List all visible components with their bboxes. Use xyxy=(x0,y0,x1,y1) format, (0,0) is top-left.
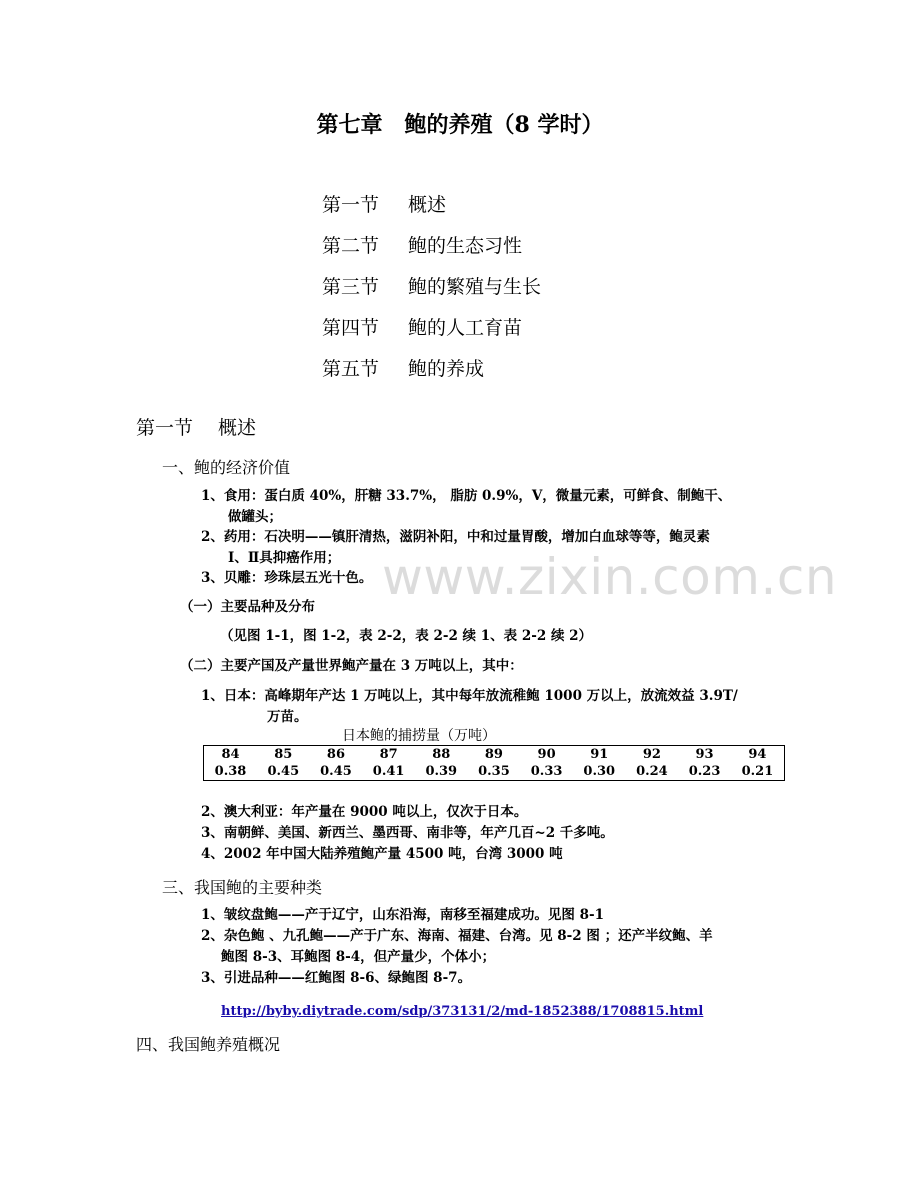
list-item xyxy=(201,926,801,968)
list-item-line: 万苗。 xyxy=(267,709,308,725)
table-cell: 0.23 xyxy=(688,764,721,779)
table-cell: 88 xyxy=(432,747,451,762)
toc-item-label: 鲍的繁殖与生长 xyxy=(408,276,542,298)
table-cell: 0.39 xyxy=(425,764,458,779)
section-number: 第一节 xyxy=(136,417,194,439)
table-cell: 86 xyxy=(326,747,346,762)
catch-table xyxy=(203,745,785,781)
toc-item-label: 概述 xyxy=(408,194,447,216)
reference-link[interactable]: http://byby.diytrade.com/sdp/373131/2/md-1852388/1708815.html xyxy=(221,1004,704,1019)
list-item-line: 3、引进品种——红鲍图 8-6、绿鲍图 8-7。 xyxy=(201,970,472,986)
list-item-line: Ⅰ、Ⅱ具抑癌作用； xyxy=(228,550,341,566)
list-item xyxy=(201,686,801,728)
toc-item-label: 鲍的人工育苗 xyxy=(408,317,523,339)
toc-item xyxy=(322,313,522,340)
toc-item xyxy=(322,354,484,381)
table-cell: 85 xyxy=(274,747,293,762)
list-item xyxy=(201,968,801,989)
list-item xyxy=(201,568,801,589)
table-cell: 0.33 xyxy=(530,764,563,779)
toc-item-number: 第五节 xyxy=(322,358,380,380)
table-cell: 91 xyxy=(590,747,609,762)
table-cell: 84 xyxy=(221,747,240,762)
list-item-line: 3、贝雕：珍珠层五光十色。 xyxy=(201,570,373,586)
subheading-species: （一）主要品种及分布 xyxy=(180,599,315,615)
toc-item-number: 第四节 xyxy=(322,317,380,339)
toc-item xyxy=(322,231,522,258)
list-item xyxy=(201,486,801,528)
list-item-line: 2、杂色鲍 、九孔鲍——产于广东、海南、福建、台湾。见 8-2 图 ；还产半纹鲍、羊 xyxy=(201,928,713,944)
table-cell: 0.45 xyxy=(320,764,352,779)
toc-item-number: 第一节 xyxy=(322,194,380,216)
watermark-text: www.zixin.com.cn xyxy=(382,548,838,606)
toc-item-number: 第二节 xyxy=(322,235,380,257)
table-cell: 0.21 xyxy=(741,764,774,779)
table-cell: 90 xyxy=(537,747,556,762)
table-cell: 93 xyxy=(695,747,714,762)
toc-item-label: 鲍的养成 xyxy=(408,358,485,380)
toc-item xyxy=(322,190,446,217)
list-item-line: 鲍图 8-3、耳鲍图 8-4，但产量少，个体小； xyxy=(221,949,496,965)
subheading-production: （二）主要产国及产量世界鲍产量在 3 万吨以上，其中： xyxy=(180,658,523,674)
heading-economic-value: 一、鲍的经济价值 xyxy=(162,458,291,477)
table-cell: 92 xyxy=(642,747,661,762)
table-row-values xyxy=(204,763,785,781)
heading-main-species: 三、我国鲍的主要种类 xyxy=(162,878,323,897)
section-label: 概述 xyxy=(218,417,257,439)
toc-item xyxy=(322,272,541,299)
section-heading xyxy=(136,413,256,440)
chapter-title: 第七章 鲍的养殖（8 学时） xyxy=(316,112,604,138)
table-cell: 94 xyxy=(748,747,767,762)
list-item xyxy=(201,527,801,569)
figure-reference-note: （见图 1-1，图 1-2，表 2-2，表 2-2 续 1、表 2-2 续 2） xyxy=(220,628,593,644)
table-cell: 89 xyxy=(484,747,503,762)
list-item-line: 1、日本：高峰期年产达 1 万吨以上，其中每年放流稚鲍 1000 万以上，放流效益 3.9T/ xyxy=(201,688,738,704)
list-item: 3、南朝鲜、美国、新西兰、墨西哥、南非等，年产几百~2 千多吨。 xyxy=(201,825,614,841)
toc-item-label: 鲍的生态习性 xyxy=(408,235,523,257)
list-item xyxy=(201,905,801,926)
list-item-line: 2、药用：石决明——镇肝清热，滋阴补阳，中和过量胃酸，增加白血球等等，鲍灵素 xyxy=(201,529,710,545)
heading-overview: 四、我国鲍养殖概况 xyxy=(136,1035,281,1054)
list-item-line: 1、皱纹盘鲍——产于辽宁，山东沿海，南移至福建成功。见图 8-1 xyxy=(201,907,604,923)
list-item-line: 做罐头； xyxy=(228,509,282,525)
list-item-line: 1、食用：蛋白质 40%，肝糖 33.7%， 脂肪 0.9%，V，微量元素，可鲜食、制鲍干、 xyxy=(201,488,732,504)
table-cell: 87 xyxy=(379,747,398,762)
list-item: 4、2002 年中国大陆养殖鲍产量 4500 吨，台湾 3000 吨 xyxy=(201,846,563,862)
list-item: 2、澳大利亚：年产量在 9000 吨以上，仅次于日本。 xyxy=(201,804,528,820)
table-cell: 0.45 xyxy=(267,764,300,779)
table-cell: 0.30 xyxy=(583,764,616,779)
table-cell: 0.24 xyxy=(636,764,668,779)
table-cell: 0.41 xyxy=(372,764,405,779)
table-cell: 0.38 xyxy=(214,764,247,779)
table-caption: 日本鲍的捕捞量（万吨） xyxy=(342,728,496,744)
toc-item-number: 第三节 xyxy=(322,276,380,298)
table-row-years xyxy=(204,746,785,764)
table-cell: 0.35 xyxy=(478,764,510,779)
